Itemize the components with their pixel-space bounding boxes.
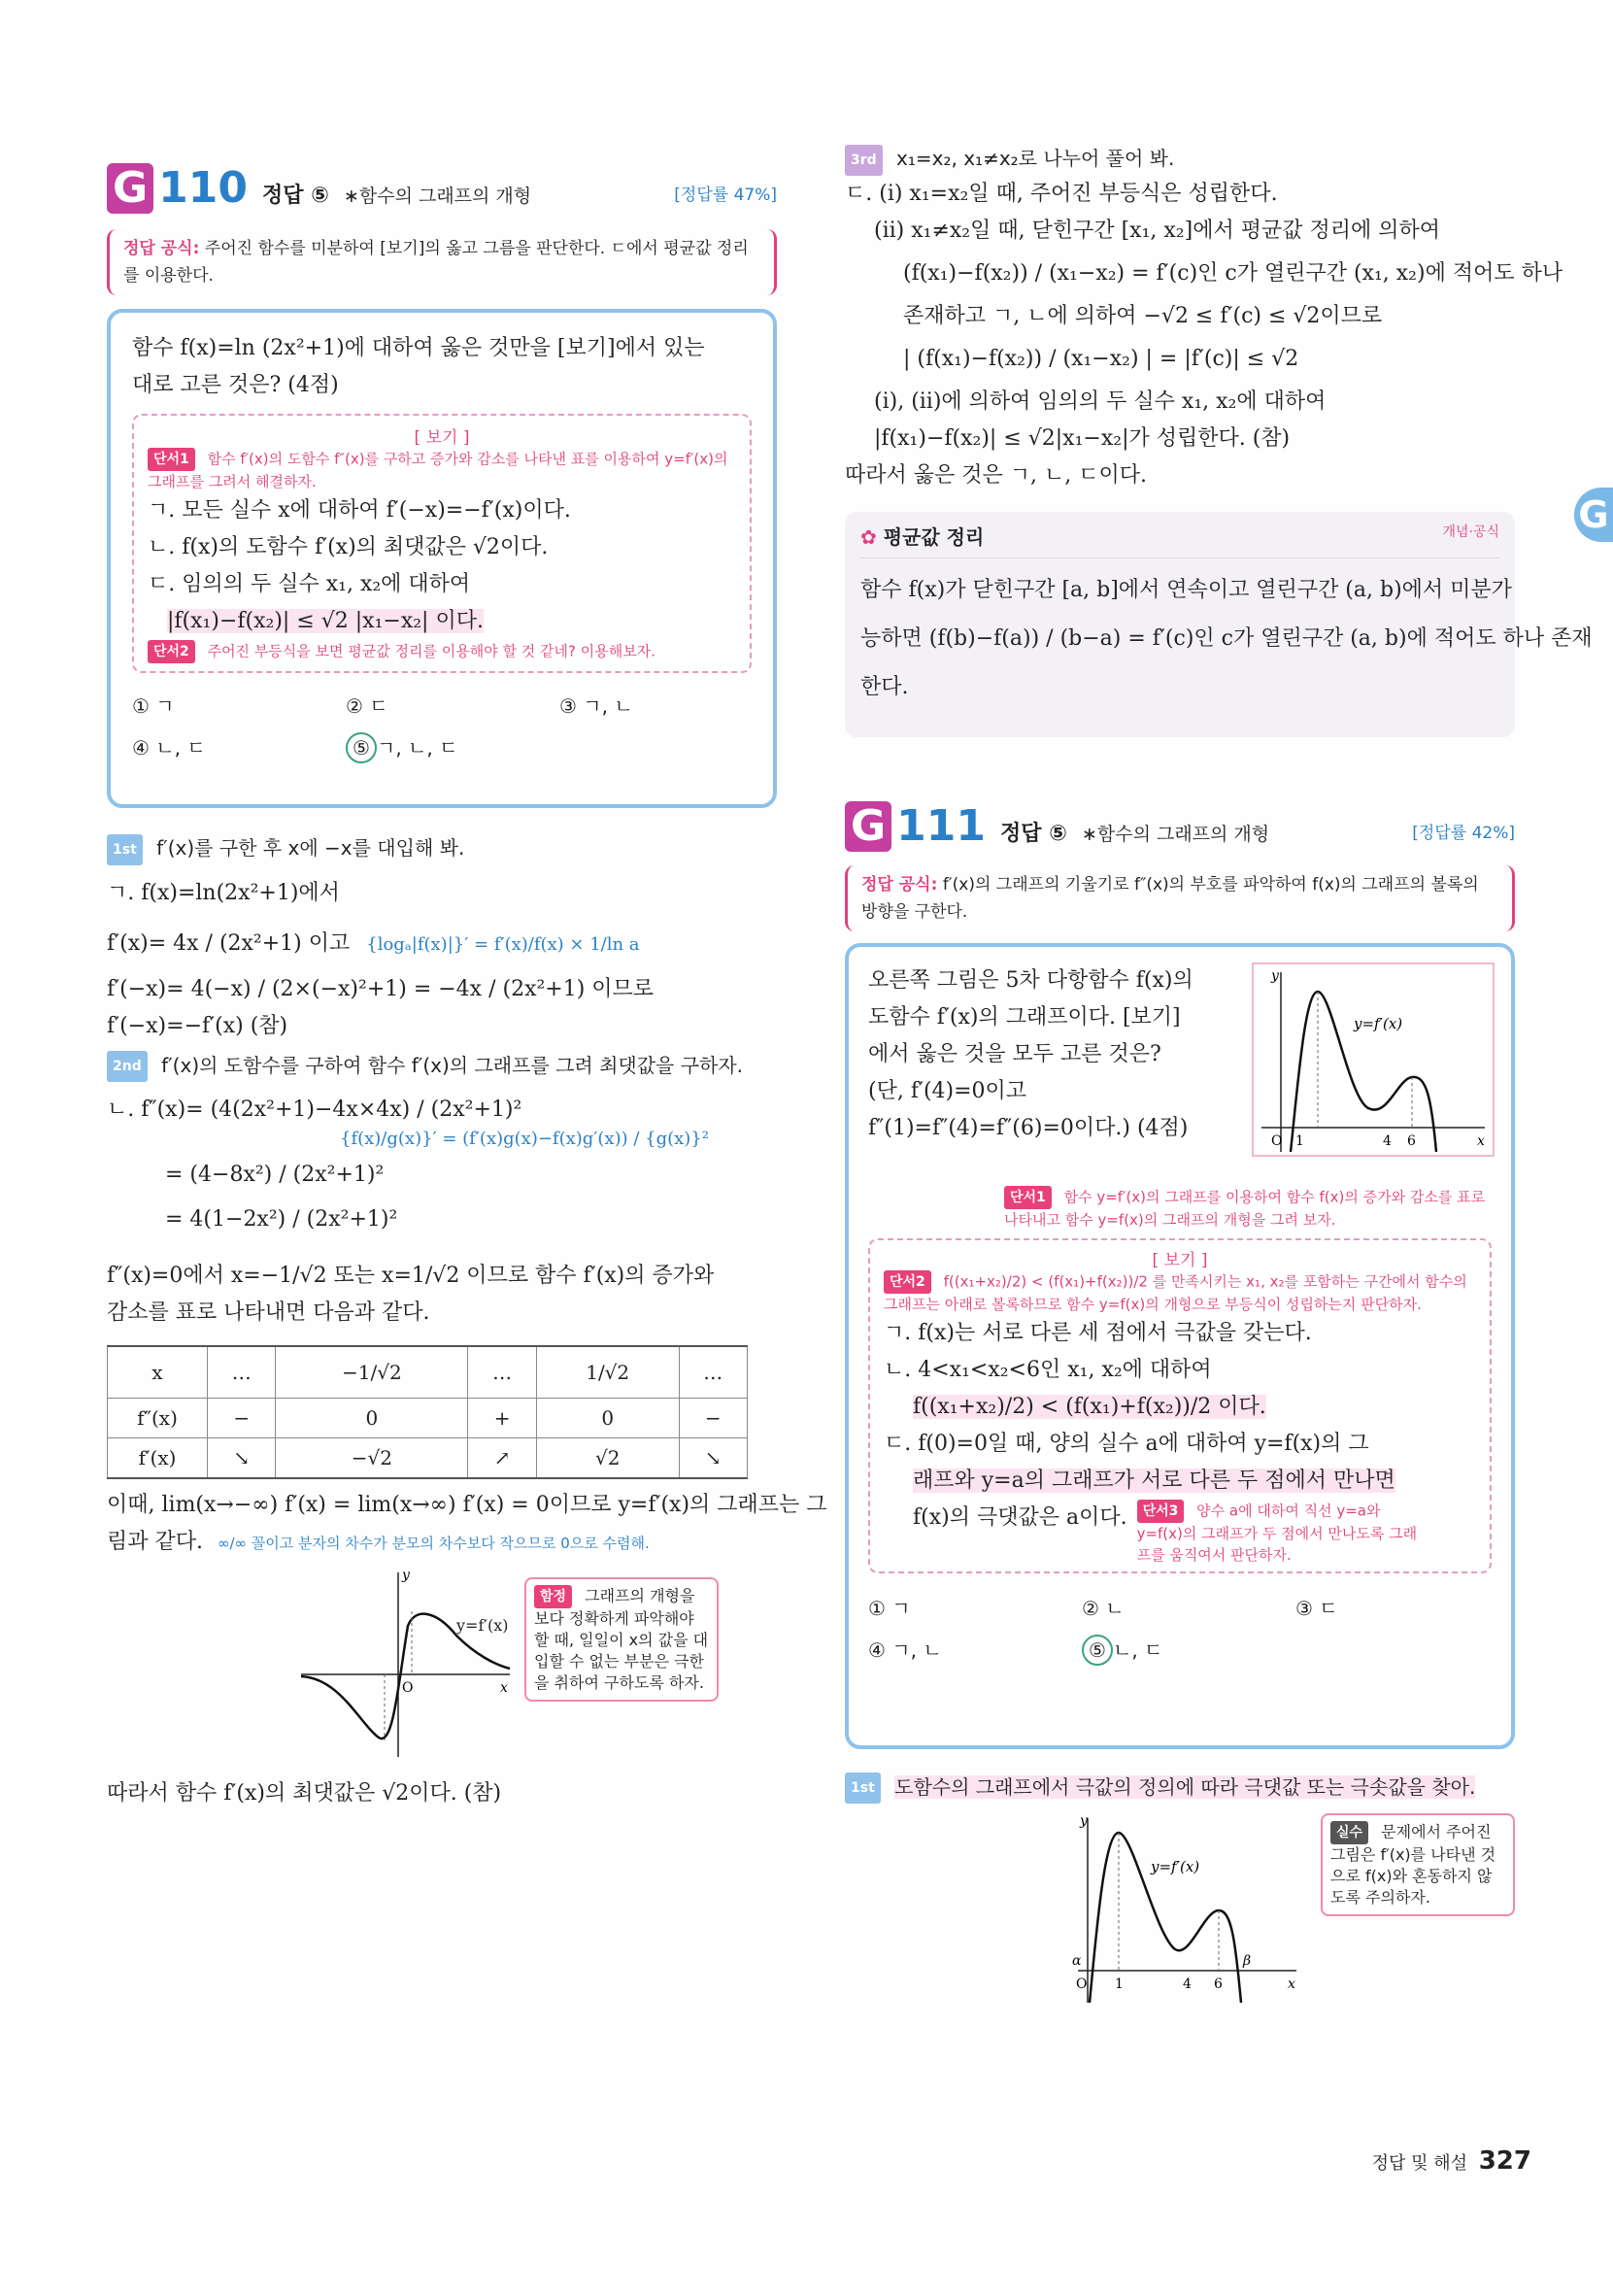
r2-c0: f′(x) — [108, 1438, 208, 1479]
graph2-label: y=f′(x) — [1151, 1858, 1200, 1875]
g2-4: 4 — [1183, 1976, 1192, 1992]
formula-text: 주어진 함수를 미분하여 [보기]의 옳고 그름을 판단한다. ㄷ에서 평균값 정리를 이용한다. — [123, 239, 749, 286]
theorem-line-3: 한다. — [860, 674, 909, 699]
hint2-text: 주어진 부등식을 보면 평균값 정리를 이용해야 할 것 같네? 이용해보자. — [207, 642, 655, 660]
q111-hint1-text: 함수 y=f′(x)의 그래프를 이용하여 함수 f(x)의 증가와 감소를 표로 나타내고 함수 y=f(x)의 그래프의 개형을 그려 보자. — [1004, 1188, 1486, 1229]
g2-beta: β — [1243, 1953, 1252, 1969]
hint2 — [148, 640, 736, 663]
q111-topic: ∗함수의 그래프의 개형 — [1081, 823, 1270, 845]
svg-text:y: y — [402, 1568, 410, 1583]
theorem-line-1: 함수 f(x)가 닫힌구간 [a, b]에서 연속이고 열린구간 (a, b)에서 미분가 — [860, 577, 1512, 602]
q111-hint1 — [1004, 1186, 1492, 1231]
theorem-title — [860, 522, 984, 550]
r-line-8: 따라서 옳은 것은 ㄱ, ㄴ, ㄷ이다. — [845, 462, 1147, 488]
q111-header — [845, 801, 1515, 860]
q111-hint2-tag: 단서2 — [884, 1270, 931, 1294]
q110-formula — [107, 229, 777, 295]
q110-rate: [정답률 47%] — [674, 186, 777, 205]
choice-5-mark: ⑤ — [346, 732, 377, 763]
q111-formula — [845, 865, 1515, 931]
q110-choices — [132, 691, 752, 763]
flower-icon: ✿ — [860, 524, 884, 549]
tick-4: 4 — [1383, 1132, 1392, 1149]
r2-c1: ↘ — [208, 1438, 276, 1479]
q110-label: G — [107, 163, 153, 214]
fprime-graph-111b — [1068, 1813, 1301, 2008]
th-2: −1/√2 — [276, 1346, 468, 1399]
theorem-header — [860, 522, 1499, 558]
th-3: … — [468, 1346, 536, 1399]
sol-line-4: f′(−x)=−f′(x) (참) — [107, 1013, 288, 1038]
bogi-box — [132, 414, 752, 673]
q111-line-3: 에서 옳은 것을 모두 고른 것은? — [868, 1041, 1161, 1066]
step1-text: f′(x)를 구한 후 x에 −x를 대입해 봐. — [156, 836, 465, 860]
q111-bogi-6: f(x)의 극댓값은 a이다. — [913, 1504, 1127, 1530]
choice-5-text: ㄱ, ㄴ, ㄷ — [377, 736, 458, 760]
tick-x: x — [1477, 1132, 1485, 1149]
sol-line-12: 따라서 함수 f′(x)의 최댓값은 √2이다. (참) — [107, 1781, 502, 1806]
graph-111-label: y=f′(x) — [1354, 1014, 1403, 1032]
trap-note — [524, 1577, 719, 1702]
sol-line-2-text: f′(x)= 4x / (2x²+1) 이고 — [107, 930, 351, 956]
graph-area-111b — [845, 1813, 1515, 2008]
q110-number: 110 — [158, 163, 248, 213]
bogi-item-3b: |f(x₁)−f(x₂)| ≤ √2 |x₁−x₂| 이다. — [167, 609, 484, 633]
q111-step1 — [845, 1773, 1515, 1805]
question-line-1: 함수 f(x)=ln (2x²+1)에 대하여 옳은 것만을 [보기]에서 있는 — [132, 336, 705, 360]
r2-c5: ↘ — [679, 1438, 747, 1479]
formula-label-111: 정답 공식: — [861, 874, 938, 895]
r2-c3: ↗ — [468, 1438, 536, 1479]
q111-bogi-3: f((x₁+x₂)/2) < (f(x₁)+f(x₂))/2 이다. — [913, 1394, 1266, 1419]
theorem-category: 개념·공식 — [1442, 523, 1499, 540]
q111-question-top — [868, 962, 1492, 1176]
q111-rate: [정답률 42%] — [1412, 823, 1515, 843]
step3-tag: 3rd — [845, 145, 883, 176]
r1-c1: − — [208, 1399, 276, 1438]
q110-answer: 정답 ⑤ — [262, 184, 329, 208]
q111-choices — [868, 1593, 1492, 1666]
step2 — [107, 1051, 777, 1083]
q111-hint2-text: f((x₁+x₂)/2) < (f(x₁)+f(x₂))/2 를 만족시키는 x₁, x₂를 포함하는 구간에서 함수의 그래프는 아래로 볼록하므로 함수 y=f(x)의 개형으로 부등식이 성립하는지 판단하자. — [884, 1272, 1467, 1313]
trap-text: 그래프의 개형을 보다 정확하게 파악해야 할 때, 일일이 x의 값을 대입할 수 없는 부분은 극한을 취하여 구하도록 하자. — [534, 1586, 709, 1692]
g2-alpha: α — [1072, 1953, 1082, 1969]
choice-2[interactable]: ② ㄷ — [346, 694, 388, 718]
choice-4[interactable]: ④ ㄴ, ㄷ — [132, 736, 206, 760]
q111-hint3-text: 양수 a에 대하여 직선 y=a와 y=f(x)의 그래프가 두 점에서 만나도록 그래프를 움직여서 판단하자. — [1136, 1502, 1418, 1564]
step1 — [107, 833, 777, 865]
sol-line-3: f′(−x)= 4(−x) / (2×(−x)²+1) = −4x / (2x²+1) 이므로 — [107, 976, 655, 1001]
r1-c5: − — [679, 1399, 747, 1438]
bogi-title: [ 보기 ] — [414, 428, 470, 448]
r-line-2: (ⅱ) x₁≠x₂일 때, 닫힌구간 [x₁, x₂]에서 평균값 정리에 의하여 — [874, 218, 1440, 243]
q111-choice-5-mark: ⑤ — [1082, 1635, 1113, 1666]
bogi-item-1: ㄱ. 모든 실수 x에 대하여 f′(−x)=−f′(x)이다. — [148, 498, 571, 523]
formula-text-111: f′(x)의 그래프의 기울기로 f″(x)의 부호를 파악하여 f(x)의 그래프의 볼록의 방향을 구한다. — [861, 874, 1479, 922]
increase-decrease-table — [107, 1345, 748, 1479]
choice-5[interactable] — [346, 732, 559, 763]
sol-line-1: ㄱ. f(x)=ln(2x²+1)에서 — [107, 880, 340, 905]
th-5: … — [679, 1346, 747, 1399]
q111-bogi-1: ㄱ. f(x)는 서로 다른 세 점에서 극값을 갖는다. — [884, 1320, 1312, 1345]
q111-line-1: 오른쪽 그림은 5차 다항함수 f(x)의 — [868, 967, 1193, 993]
th-1: … — [208, 1346, 276, 1399]
svg-text:x: x — [500, 1680, 508, 1696]
q111-line-2: 도함수 f′(x)의 그래프이다. [보기] — [868, 1004, 1181, 1030]
g2-6: 6 — [1214, 1976, 1223, 1992]
choice-3[interactable]: ③ ㄱ, ㄴ — [559, 694, 633, 718]
q111-step1-tag: 1st — [845, 1773, 881, 1804]
step1-tag: 1st — [107, 834, 143, 865]
tick-O: O — [1271, 1132, 1283, 1149]
r1-c4: 0 — [536, 1399, 679, 1438]
q111-bogi-2: ㄴ. 4<x₁<x₂<6인 x₁, x₂에 대하여 — [884, 1357, 1212, 1382]
sol-line-9: 감소를 표로 나타내면 다음과 같다. — [107, 1300, 430, 1325]
q111-hint2 — [884, 1270, 1476, 1315]
r-line-4: 존재하고 ㄱ, ㄴ에 의하여 −√2 ≤ f′(c) ≤ √2이므로 — [903, 303, 1383, 328]
sol-line-7: = 4(1−2x²) / (2x²+1)² — [165, 1207, 398, 1232]
theorem-line-2: 능하면 (f(b)−f(a)) / (b−a) = f′(c)인 c가 열린구간 (a, b)에 적어도 하나 존재 — [860, 625, 1593, 651]
q111-hint3 — [1137, 1500, 1428, 1566]
chapter-tab[interactable]: G — [1574, 488, 1613, 542]
q110-header — [107, 163, 777, 221]
hint2-tag: 단서2 — [148, 640, 195, 663]
q110-solution — [107, 833, 827, 1812]
q111-hint3-tag: 단서3 — [1137, 1500, 1185, 1523]
sol-line-5: ㄴ. f″(x)= (4(2x²+1)−4x×4x) / (2x²+1)² — [107, 1097, 522, 1122]
svg-text:O: O — [402, 1680, 414, 1696]
formula-label: 정답 공식: — [123, 239, 200, 258]
fprime-graph-111 — [1252, 962, 1495, 1157]
r1-c3: + — [468, 1399, 536, 1438]
hint1-text: 함수 f′(x)의 도함수 f″(x)를 구하고 증가와 감소를 나타낸 표를 이용하여 y=f′(x)의 그래프를 그려서 해결하자. — [148, 450, 728, 490]
r-line-6: (ⅰ), (ⅱ)에 의하여 임의의 두 실수 x₁, x₂에 대하여 — [874, 388, 1327, 414]
q111-hint1-tag: 단서1 — [1004, 1186, 1052, 1209]
theorem-box — [845, 512, 1593, 737]
choice-1[interactable]: ① ㄱ — [132, 694, 175, 718]
g2-O: O — [1076, 1976, 1088, 1992]
r1-c0: f″(x) — [108, 1399, 208, 1438]
sol-line-8: f″(x)=0에서 x=−1/√2 또는 x=1/√2 이므로 함수 f′(x)의 증가와 — [107, 1264, 715, 1288]
q111-bogi-4: ㄷ. f(0)=0일 때, 양의 실수 a에 대하여 y=f(x)의 그 — [884, 1431, 1369, 1456]
sol-line-6: = (4−8x²) / (2x²+1)² — [165, 1163, 385, 1187]
q111-line-4: (단, f′(4)=0이고 — [868, 1078, 1027, 1103]
q111-choice-2[interactable]: ② ㄴ — [1082, 1596, 1125, 1620]
q111-label: G — [845, 801, 891, 852]
r1-c2: 0 — [276, 1399, 468, 1438]
q111-line-5: f″(1)=f″(4)=f″(6)=0이다.) (4점) — [868, 1115, 1189, 1140]
r2-c2: −√2 — [276, 1438, 468, 1479]
sol-line-2-note: {logₐ|f(x)|}′ = f′(x)/f(x) × 1/ln a — [366, 933, 640, 955]
r-line-3: (f(x₁)−f(x₂)) / (x₁−x₂) = f′(c)인 c가 열린구간 (x₁, x₂)에 적어도 하나 — [903, 260, 1563, 286]
r-line-7: |f(x₁)−f(x₂)| ≤ √2|x₁−x₂|가 성립한다. (참) — [874, 425, 1291, 451]
mistake-tag: 실수 — [1330, 1821, 1368, 1844]
th-4: 1/√2 — [536, 1346, 679, 1399]
q111-choice-3[interactable]: ③ ㄷ — [1295, 1596, 1338, 1620]
bogi-item-2: ㄴ. f(x)의 도함수 f′(x)의 최댓값은 √2이다. — [148, 535, 549, 559]
right-column — [845, 144, 1593, 2008]
q110-topic: ∗함수의 그래프의 개형 — [343, 186, 532, 207]
footer-label: 정답 및 해설 — [1371, 2153, 1467, 2174]
bogi-item-3a: ㄷ. 임의의 두 실수 x₁, x₂에 대하여 — [148, 572, 471, 596]
sol-line-5-note: {f(x)/g(x)}′ = (f′(x)g(x)−f(x)g′(x)) / {g(x)}² — [340, 1129, 709, 1149]
left-column — [107, 163, 827, 1812]
sol-line-11 — [107, 1524, 777, 1562]
r-line-5: | (f(x₁)−f(x₂)) / (x₁−x₂) | = |f′(c)| ≤ √2 — [903, 346, 1299, 371]
q111-bogi-box — [868, 1238, 1492, 1573]
q111-step1-text: 도함수의 그래프에서 극값의 정의에 따라 극댓값 또는 극솟값을 찾아. — [894, 1774, 1476, 1799]
q111-choice-5[interactable] — [1082, 1635, 1295, 1666]
r2-c4: √2 — [536, 1438, 679, 1479]
graph-area-110 — [107, 1568, 777, 1772]
q111-bogi-title: [ 보기 ] — [1152, 1250, 1208, 1270]
graph-110-label: y=f′(x) — [456, 1616, 509, 1635]
mistake-text: 문제에서 주어진 그림은 f′(x)를 나타낸 것으로 f(x)와 혼동하지 않도록 주의하자. — [1330, 1822, 1496, 1907]
page-footer — [1372, 2146, 1531, 2176]
q111-question-box — [845, 943, 1515, 1749]
q111-bogi-6-row — [884, 1500, 1476, 1566]
q111-answer: 정답 ⑤ — [1000, 821, 1067, 846]
q111-choice-5-text: ㄴ, ㄷ — [1113, 1638, 1163, 1662]
step3 — [845, 144, 1515, 176]
q111-number: 111 — [896, 800, 986, 851]
theorem-title-text: 평균값 정리 — [883, 524, 985, 549]
tick-1: 1 — [1295, 1132, 1304, 1149]
q111-choice-4[interactable]: ④ ㄱ, ㄴ — [868, 1638, 942, 1662]
tick-6: 6 — [1407, 1132, 1416, 1149]
sol-line-2 — [107, 926, 777, 963]
page-number: 327 — [1478, 2146, 1531, 2176]
th-x: x — [108, 1346, 208, 1399]
sol-line-11-note: ∞/∞ 꼴이고 분자의 차수가 분모의 차수보다 작으므로 0으로 수렴해. — [218, 1535, 650, 1552]
q111-choice-1[interactable]: ① ㄱ — [868, 1596, 911, 1620]
sol-line-11-text: 림과 같다. — [107, 1530, 203, 1554]
r-line-1: ㄷ. (ⅰ) x₁=x₂일 때, 주어진 부등식은 성립한다. — [845, 181, 1278, 206]
tick-y: y — [1271, 967, 1279, 984]
hint1-tag: 단서1 — [148, 448, 195, 471]
hint1 — [148, 448, 736, 492]
step2-text: f′(x)의 도함수를 구하여 함수 f′(x)의 그래프를 그려 최댓값을 구하자. — [161, 1053, 744, 1077]
sol-line-10: 이때, lim(x→−∞) f′(x) = lim(x→∞) f′(x) = 0이므로 y=f′(x)의 그래프는 그 — [107, 1493, 827, 1517]
q111-bogi-5: 래프와 y=a의 그래프가 서로 다른 두 점에서 만나면 — [913, 1468, 1395, 1493]
trap-tag: 함정 — [534, 1585, 572, 1608]
step2-tag: 2nd — [107, 1051, 148, 1082]
mistake-note — [1321, 1813, 1515, 1916]
g2-y: y — [1080, 1813, 1088, 1829]
g2-x: x — [1288, 1976, 1295, 1992]
question-line-2: 대로 고른 것은? (4점) — [132, 373, 339, 397]
fprime-graph-110 — [301, 1568, 515, 1762]
g2-1: 1 — [1115, 1976, 1124, 1992]
q110-question-box — [107, 309, 777, 808]
step3-text: x₁=x₂, x₁≠x₂로 나누어 풀어 봐. — [896, 147, 1175, 170]
